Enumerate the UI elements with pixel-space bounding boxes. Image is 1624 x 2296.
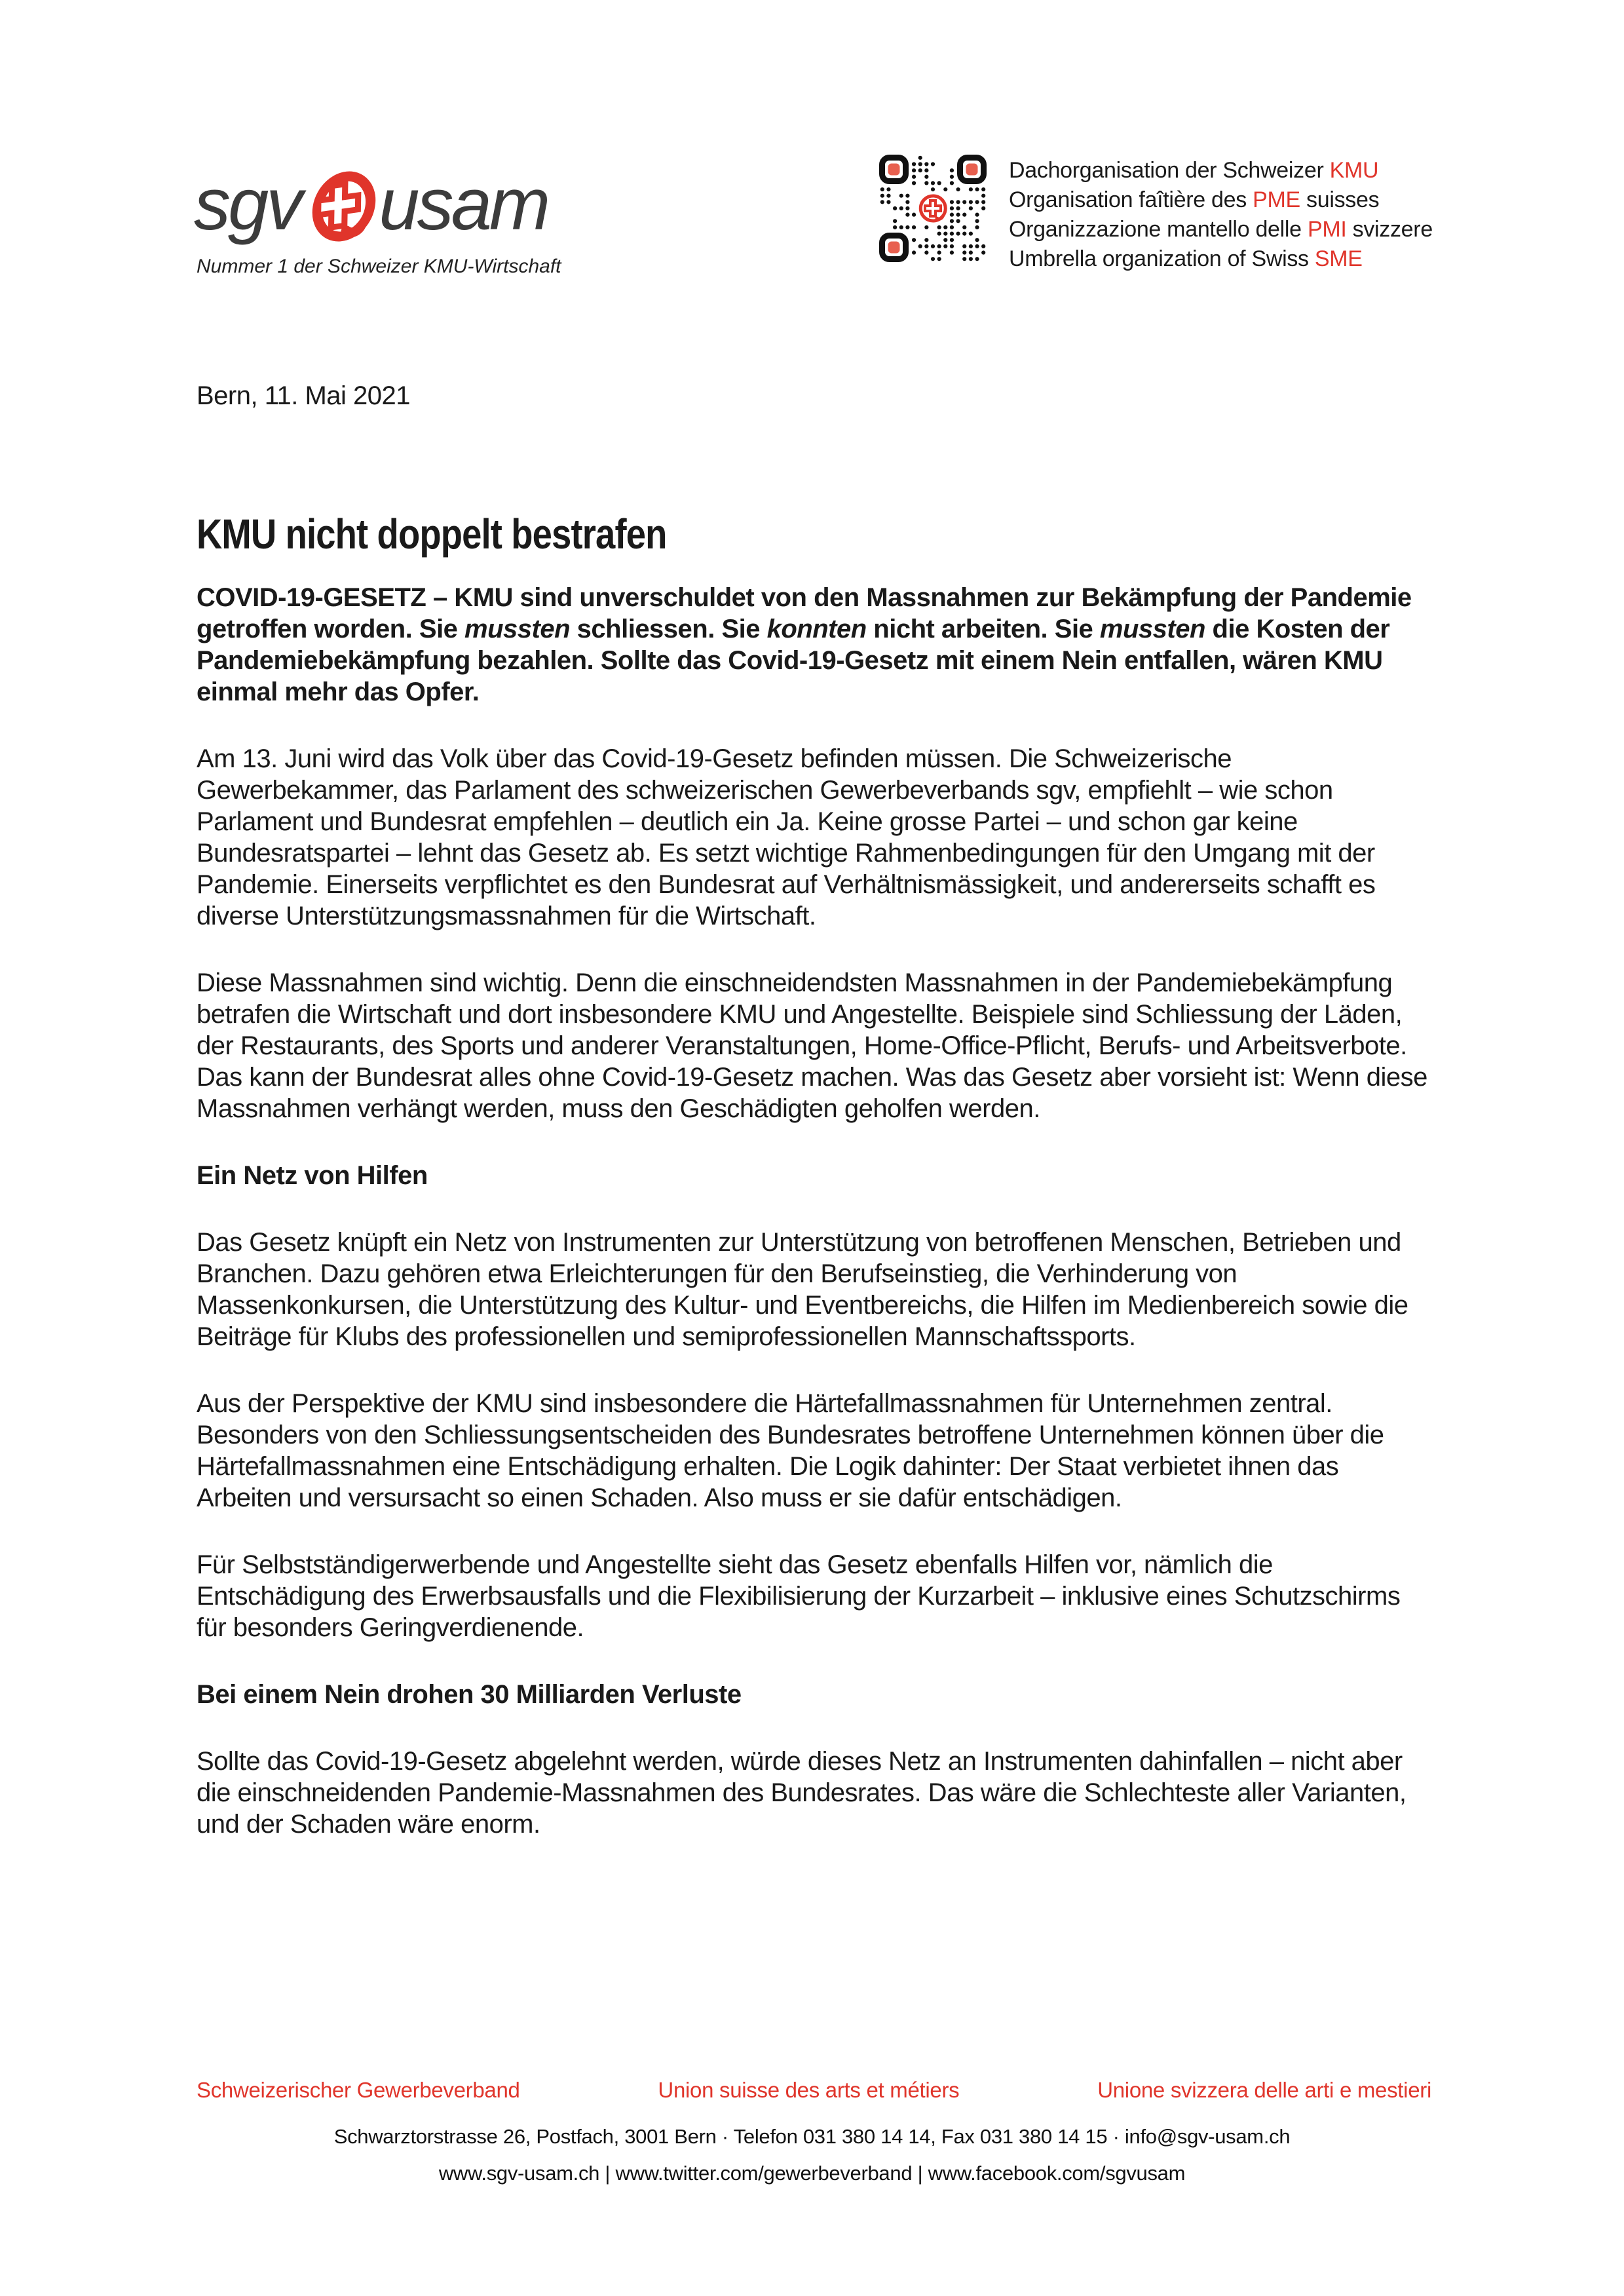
logo-word-sgv: sgv <box>194 163 301 245</box>
lead-paragraph: COVID-19-GESETZ – KMU sind unverschuldet von den Massnahmen zur Bekämpfung der Pandemie getroffen worden. Sie mussten schliessen. Sie konnten nicht arbeiten. Sie mussten die Kosten der Pandemiebekämpfung bezahlen. Sollte das Covid-19-Gesetz mit einem Nein entfallen, wären KMU einmal mehr das Opfer. <box>197 583 1412 706</box>
sgv-usam-logo <box>194 163 561 278</box>
org-line-0: Dachorganisation der Schweizer KMU <box>1009 158 1379 183</box>
body-paragraph: Aus der Perspektive der KMU sind insbesondere die Härtefallmassnahmen für Unternehmen zentral. Besonders von den Schliessungsentscheiden des Bundesrates betroffene Unternehmen können über die Härtefallmassnahmen eine Entschädigung erhalten. Die Logik dahinter: Der Staat verbietet ihnen das Arbeiten und versursacht so einen Schaden. Also muss er sie dafür entschädigen. <box>197 1389 1384 1512</box>
org-abbreviation: PME <box>1253 187 1300 212</box>
org-abbreviation: KMU <box>1329 158 1379 183</box>
body-paragraph: Am 13. Juni wird das Volk über das Covid-19-Gesetz befinden müssen. Die Schweizerische Gewerbekammer, das Parlament des schweizerischen Gewerbeverbands sgv, empfiehlt – wie schon Parlament und Bundesrat empfehlen – deutlich ein Ja. Keine grosse Partei – und schon gar keine Bundesratspartei – lehnt das Gesetz ab. Es setzt wichtige Rahmenbedingungen für den Umgang mit der Pandemie. Einerseits verpflichtet es den Bundesrat auf Verhältnismässigkeit, und andererseits schafft es diverse Unterstützungsmassnahmen für die Wirtschaft. <box>197 744 1376 930</box>
footer-web-links: www.sgv-usam.ch | www.twitter.com/gewerbeverband | www.facebook.com/sgvusam <box>438 2162 1186 2185</box>
qr-code-icon <box>879 155 987 262</box>
footer-org-0: Schweizerischer Gewerbeverband <box>197 2078 520 2102</box>
org-abbreviation: SME <box>1314 246 1363 271</box>
footer-org-1: Union suisse des arts et métiers <box>658 2078 960 2102</box>
body-paragraph: Sollte das Covid-19-Gesetz abgelehnt werden, würde dieses Netz an Instrumenten dahinfallen – nicht aber die einschneidenden Pandemie-Massnahmen des Bundesrates. Das wäre die Schlechteste aller Varianten, und der Schaden wäre enorm. <box>197 1747 1407 1839</box>
footer-address: Schwarztorstrasse 26, Postfach, 3001 Bern · Telefon 031 380 14 14, Fax 031 380 14 15 · info@sgv-usam.ch <box>333 2125 1291 2148</box>
footer-org-names <box>197 2078 1431 2103</box>
org-description-block <box>1009 156 1433 274</box>
swiss-cross-at-icon <box>304 165 377 249</box>
letter-body <box>197 582 1431 1875</box>
body-paragraph: Diese Massnahmen sind wichtig. Denn die einschneidendsten Massnahmen in der Pandemiebekämpfung betrafen die Wirtschaft und dort insbesondere KMU und Angestellte. Beispiele sind Schliessung der Läden, der Restaurants, des Sports und anderer Veranstaltungen, Home-Office-Pflicht, Berufs- und Arbeitsverbote. Das kann der Bundesrat alles ohne Covid-19-Gesetz machen. Was das Gesetz aber vorsieht ist: Wenn diese Massnahmen verhängt werden, muss den Geschädigten geholfen werden. <box>197 968 1427 1123</box>
logo-word-usam: usam <box>379 163 548 245</box>
org-abbreviation: PMI <box>1307 217 1347 242</box>
date-line: Bern, 11. Mai 2021 <box>197 381 411 410</box>
page-title: KMU nicht doppelt bestrafen <box>197 510 667 558</box>
logo-tagline: Nummer 1 der Schweizer KMU-Wirtschaft <box>197 256 561 277</box>
org-line-2: Organizzazione mantello delle PMI svizzere <box>1009 217 1433 242</box>
subheading: Ein Netz von Hilfen <box>197 1161 428 1190</box>
body-paragraph: Das Gesetz knüpft ein Netz von Instrumenten zur Unterstützung von betroffenen Menschen, Betrieben und Branchen. Dazu gehören etwa Erleichterungen für den Berufseinstieg, die Verhinderung von Massenkonkursen, die Unterstützung des Kultur- und Eventbereichs, die Hilfen im Medienbereich sowie die Beiträge für Klubs des professionellen und semiprofessionellen Mannschaftssports. <box>197 1228 1408 1351</box>
subheading: Bei einem Nein drohen 30 Milliarden Verluste <box>197 1680 742 1709</box>
org-line-3: Umbrella organization of Swiss SME <box>1009 246 1363 271</box>
org-line-1: Organisation faîtière des PME suisses <box>1009 187 1380 212</box>
body-paragraph: Für Selbstständigerwerbende und Angestellte sieht das Gesetz ebenfalls Hilfen vor, nämlich die Entschädigung des Erwerbsausfalls und die Flexibilisierung der Kurzarbeit – inklusive eines Schutzschirms für besonders Geringverdienende. <box>197 1550 1401 1642</box>
footer-org-2: Unione svizzera delle arti e mestieri <box>1097 2078 1431 2102</box>
